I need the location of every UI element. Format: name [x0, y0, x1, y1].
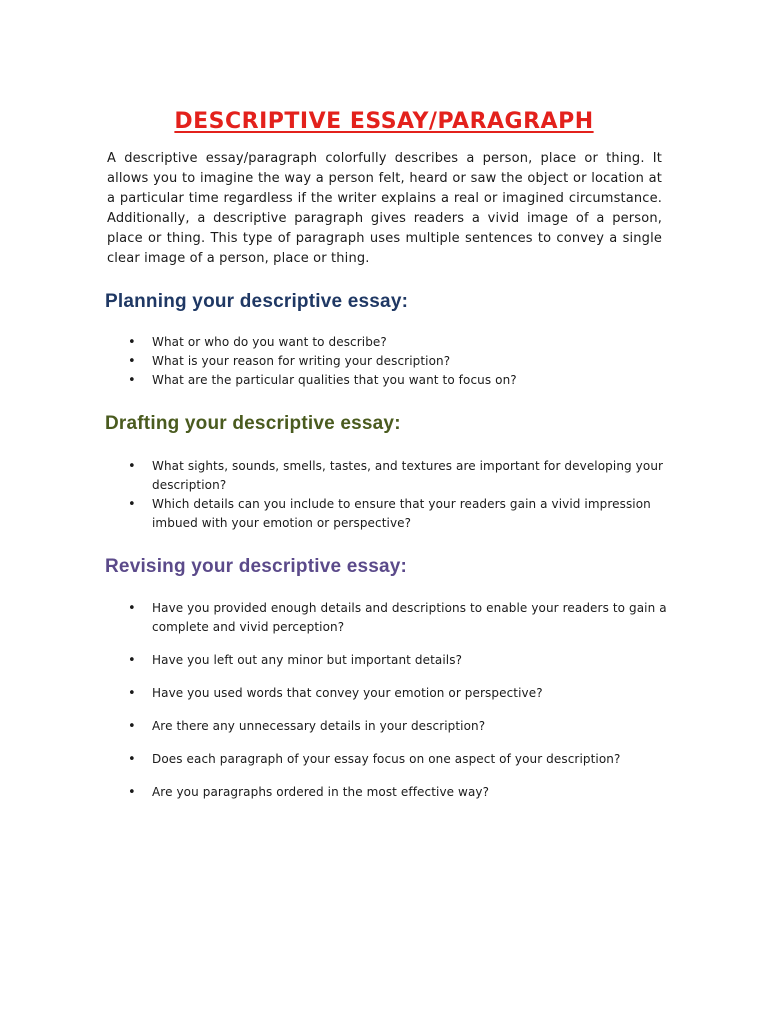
revising-heading: Revising your descriptive essay: — [105, 556, 408, 577]
drafting-heading: Drafting your descriptive essay: — [105, 413, 401, 434]
list-item: • Have you provided enough details and descriptions to enable your readers to gain a complete and vivid perception? — [128, 599, 668, 637]
revising-list — [128, 599, 668, 816]
list-item: • What or who do you want to describe? — [128, 333, 668, 352]
planning-list — [128, 333, 668, 390]
list-item: • Are you paragraphs ordered in the most effective way? — [128, 783, 668, 802]
list-item: • What are the particular qualities that you want to focus on? — [128, 371, 668, 390]
document-title-text: DESCRIPTIVE ESSAY/PARAGRAPH — [174, 108, 594, 134]
list-item: • What is your reason for writing your description? — [128, 352, 668, 371]
intro-paragraph: A descriptive essay/paragraph colorfully describes a person, place or thing. It allows you to imagine the way a person felt, heard or saw the object or location at a particular time regardless if the writer explains a real or imagined circumstance. Additionally, a descriptive paragraph gives readers a vivid image of a person, place or thing. This type of paragraph uses multiple sentences to convey a single clear image of a person, place or thing. — [107, 151, 662, 266]
drafting-list — [128, 457, 668, 533]
list-item: • Does each paragraph of your essay focus on one aspect of your description? — [128, 750, 668, 769]
list-item: • What sights, sounds, smells, tastes, and textures are important for developing your description? — [128, 457, 668, 495]
planning-heading: Planning your descriptive essay: — [105, 291, 409, 312]
list-item: • Have you left out any minor but important details? — [128, 651, 668, 670]
list-item: • Are there any unnecessary details in your description? — [128, 717, 668, 736]
list-item: • Which details can you include to ensure that your readers gain a vivid impression imbued with your emotion or perspective? — [128, 495, 668, 533]
list-item: • Have you used words that convey your emotion or perspective? — [128, 684, 668, 703]
document-title — [0, 109, 768, 134]
